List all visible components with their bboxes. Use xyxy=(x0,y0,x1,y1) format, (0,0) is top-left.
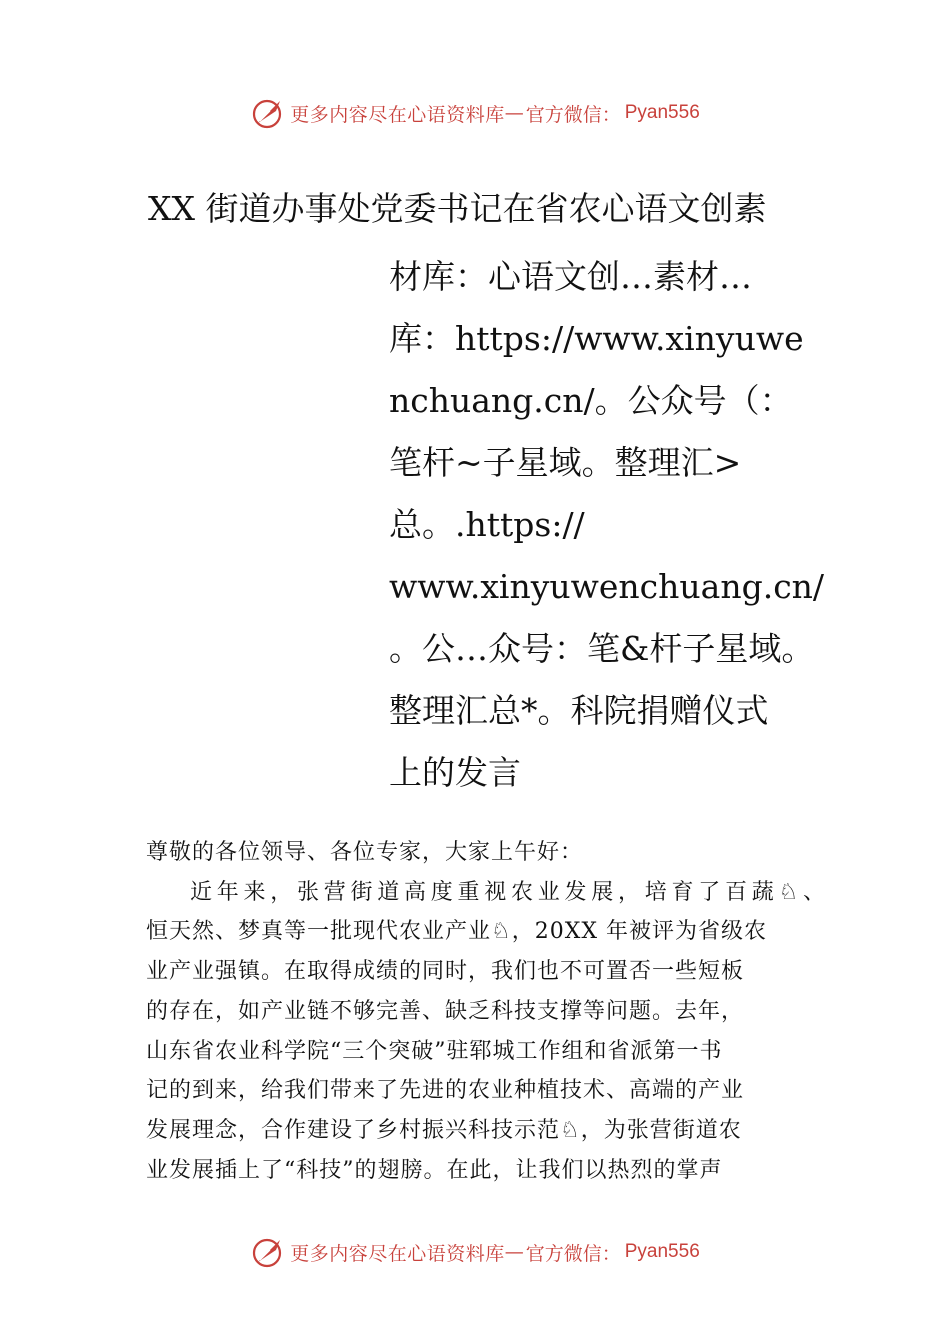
watermark-wechat-id: Pyan556 xyxy=(624,1241,700,1262)
greeting: 尊敬的各位领导、各位专家，大家上午好： xyxy=(146,840,584,865)
title-line: 笔杆~子星域。整理汇> xyxy=(389,443,742,482)
paragraph-line: 近年来，张营街道高度重视农业发展，培育了百蔬♘、 xyxy=(190,879,826,905)
title-line: 材库：心语文创…素材… xyxy=(389,257,752,296)
document-body xyxy=(146,833,826,1190)
paragraph-line: 山东省农业科学院“三个突破”驻郓城工作组和省派第一书 xyxy=(146,1038,723,1064)
document-title-first-line: XX 街道办事处党委书记在省农心语文创素 xyxy=(148,189,767,228)
paragraph-line: 的存在，如产业链不够完善、缺乏科技支撑等问题。去年， xyxy=(146,998,745,1024)
watermark-banner-bottom xyxy=(0,1232,950,1272)
watermark-wechat-label: 官方微信： xyxy=(525,103,621,126)
paragraph-line: 记的到来，给我们带来了先进的农业种植技术、高端的产业 xyxy=(146,1078,745,1104)
title-line: 整理汇总*。科院捐赠仪式 xyxy=(389,691,769,730)
watermark-text: 更多内容尽在心语资料库 xyxy=(290,103,505,126)
title-line: www.xinyuwenchuang.cn/ xyxy=(389,567,825,606)
paragraph-line: 发展理念，合作建设了乡村振兴科技示范♘，为张营街道农 xyxy=(146,1117,742,1143)
watermark-banner-top xyxy=(0,93,950,133)
title-line: nchuang.cn/。公众号（： xyxy=(389,381,793,420)
paragraph-line: 业发展插上了“科技”的翅膀。在此，让我们以热烈的掌声 xyxy=(146,1157,723,1183)
watermark-dash: — xyxy=(504,102,524,124)
quill-logo-icon xyxy=(250,1234,286,1270)
title-line: 库：https://www.xinyuwe xyxy=(389,319,804,358)
title-line: 总。.https:// xyxy=(389,505,585,544)
paragraph-line: 恒天然、梦真等一批现代农业产业♘，20XX 年被评为省级农 xyxy=(146,919,768,945)
title-line: 。公…众号：笔&杆子星域。 xyxy=(389,629,815,668)
paragraph-line: 业产业强镇。在取得成绩的同时，我们也不可置否一些短板 xyxy=(146,959,745,985)
watermark-text: 更多内容尽在心语资料库 xyxy=(290,1242,505,1265)
watermark-wechat-label: 官方微信： xyxy=(525,1242,621,1265)
watermark-dash: — xyxy=(504,1241,524,1263)
watermark-wechat-id: Pyan556 xyxy=(624,102,700,123)
document-title-continuation xyxy=(389,246,829,804)
quill-logo-icon xyxy=(250,95,286,131)
title-line: 上的发言 xyxy=(389,753,521,792)
